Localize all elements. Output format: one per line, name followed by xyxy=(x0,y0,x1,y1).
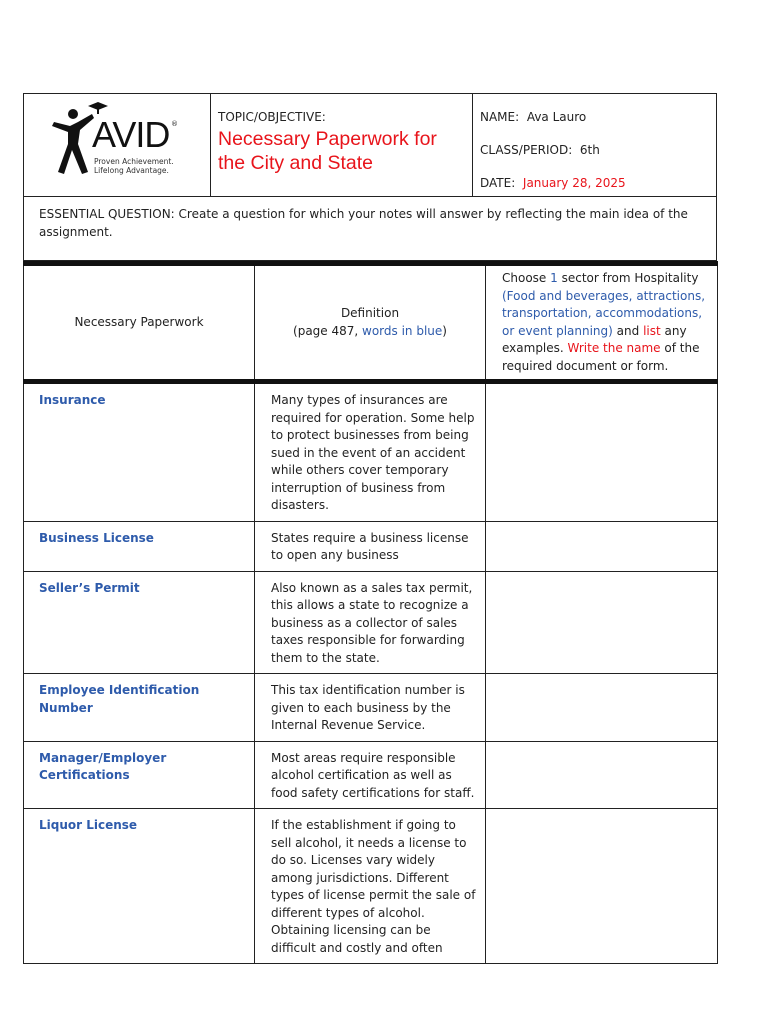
table-row xyxy=(24,382,718,522)
date-value[interactable]: January 28, 2025 xyxy=(522,176,626,190)
class-value[interactable]: 6th xyxy=(579,143,600,157)
term-cell: Manager/Employer Certifications xyxy=(24,741,255,809)
name-line: NAME: Ava Lauro xyxy=(480,110,587,124)
student-info-cell xyxy=(473,94,716,196)
class-line: CLASS/PERIOD: 6th xyxy=(480,143,600,157)
term-cell: Business License xyxy=(24,521,255,571)
term-cell: Employee Identification Number xyxy=(24,674,255,742)
topic-label: TOPIC/OBJECTIVE: xyxy=(218,110,326,124)
example-cell[interactable] xyxy=(486,674,718,742)
definition-cell: States require a business license to open any business xyxy=(255,521,486,571)
column-header-paperwork: Necessary Paperwork xyxy=(24,264,255,382)
column-header-definition: Definition (page 487, words in blue) xyxy=(255,264,486,382)
example-cell[interactable] xyxy=(486,382,718,522)
term-cell: Liquor License xyxy=(24,809,255,964)
term-cell: Insurance xyxy=(24,382,255,522)
date-line: DATE: January 28, 2025 xyxy=(480,176,626,190)
definition-cell: Many types of insurances are required for operation. Some help to protect businesses from being sued in the event of an accident while others cover temporary interruption of business from disasters. xyxy=(255,382,486,522)
logo-tagline: Proven Achievement. Lifelong Advantage. xyxy=(94,157,174,175)
definition-cell: If the establishment if going to sell alcohol, it needs a license to do so. Licenses vary widely among jurisdictions. Different types of license permit the sale of different types of alcohol. Obtaining licensing can be difficult and costly and often xyxy=(255,809,486,964)
header-table xyxy=(23,93,717,197)
example-cell[interactable] xyxy=(486,741,718,809)
logo-cell xyxy=(24,94,211,196)
table-header-row xyxy=(24,264,718,382)
worksheet xyxy=(23,93,717,964)
table-row xyxy=(24,809,718,964)
example-cell[interactable] xyxy=(486,571,718,674)
table-row xyxy=(24,674,718,742)
topic-cell xyxy=(211,94,473,196)
definition-cell: Most areas require responsible alcohol certification as well as food safety certifications for staff. xyxy=(255,741,486,809)
definition-cell: This tax identification number is given to each business by the Internal Revenue Service. xyxy=(255,674,486,742)
logo-wordmark: AVID xyxy=(92,114,170,155)
column-header-sector: Choose 1 sector from Hospitality (Food and beverages, attractions, transportation, accommodations, or event planning) and list any examples. Write the name of the required document or form. xyxy=(486,264,718,382)
table-row xyxy=(24,741,718,809)
registered-mark: ® xyxy=(171,120,178,128)
notes-table xyxy=(23,261,718,964)
definition-cell: Also known as a sales tax permit, this allows a state to recognize a business as a collector of sales taxes responsible for forwarding them to the state. xyxy=(255,571,486,674)
name-value[interactable]: Ava Lauro xyxy=(526,110,587,124)
topic-title: Necessary Paperwork for the City and State xyxy=(218,128,437,174)
term-cell: Seller’s Permit xyxy=(24,571,255,674)
essential-question[interactable]: ESSENTIAL QUESTION: Create a question for which your notes will answer by reflecting the main idea of the assignment. xyxy=(23,197,717,261)
example-cell[interactable] xyxy=(486,809,718,964)
example-cell[interactable] xyxy=(486,521,718,571)
table-row xyxy=(24,571,718,674)
table-row xyxy=(24,521,718,571)
